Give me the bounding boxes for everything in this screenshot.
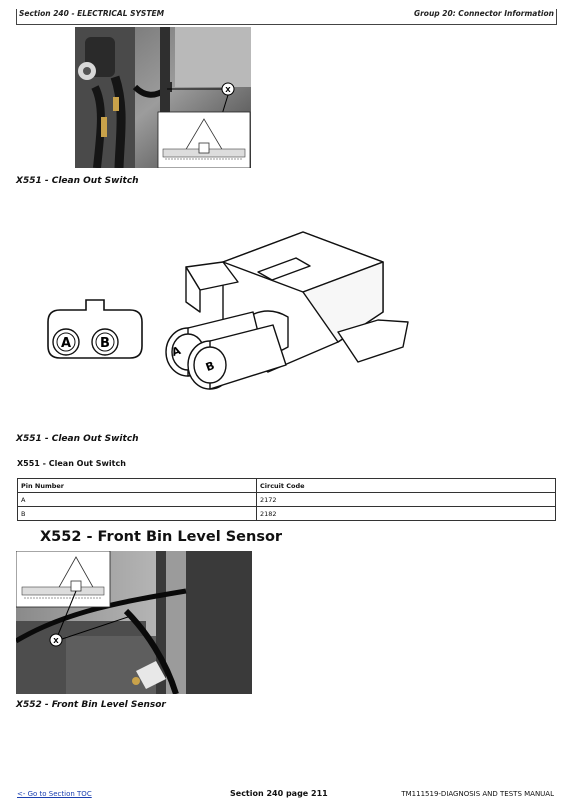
photo2-callout: X [53, 637, 59, 645]
cell-code: 2182 [257, 507, 556, 521]
cell-code: 2172 [257, 493, 556, 507]
table-title: X551 - Clean Out Switch [17, 459, 126, 468]
cell-pin: B [18, 507, 257, 521]
iso-pin-a-label: A [169, 343, 183, 360]
photo-front-bin-level-sensor [16, 551, 252, 694]
photo1-callout: X [225, 86, 231, 94]
footer-manual-label: TM111519-DIAGNOSIS AND TESTS MANUAL [401, 790, 554, 798]
col-circuit-code: Circuit Code [257, 479, 556, 493]
header-group-label: Group 20: Connector Information [413, 9, 554, 18]
table-row [18, 493, 556, 507]
caption-clean-out-diagram: X551 - Clean Out Switch [16, 434, 139, 444]
face-pin-b-label: B [100, 336, 110, 351]
header-left-rule [16, 9, 17, 25]
header-right-rule [556, 9, 557, 25]
go-to-section-toc-link[interactable]: <- Go to Section TOC [17, 790, 92, 798]
section-title: X552 - Front Bin Level Sensor [40, 529, 283, 545]
connector-face-view [48, 300, 142, 358]
header-section-label: Section 240 - ELECTRICAL SYSTEM [19, 9, 165, 18]
col-pin-number: Pin Number [18, 479, 257, 493]
caption-clean-out-photo: X551 - Clean Out Switch [16, 176, 139, 186]
connector-pin-table [17, 478, 556, 521]
iso-pin-b-label: B [204, 358, 217, 375]
caption-front-bin-photo: X552 - Front Bin Level Sensor [16, 700, 166, 710]
connector-diagram [38, 222, 418, 397]
cell-pin: A [18, 493, 257, 507]
connector-iso-view [166, 232, 408, 389]
header-rule [16, 24, 556, 25]
table-row [18, 507, 556, 521]
table-header-row [18, 479, 556, 493]
photo-clean-out-switch [75, 27, 251, 168]
footer-page-label: Section 240 page 211 [230, 789, 328, 798]
face-pin-a-label: A [60, 336, 72, 351]
